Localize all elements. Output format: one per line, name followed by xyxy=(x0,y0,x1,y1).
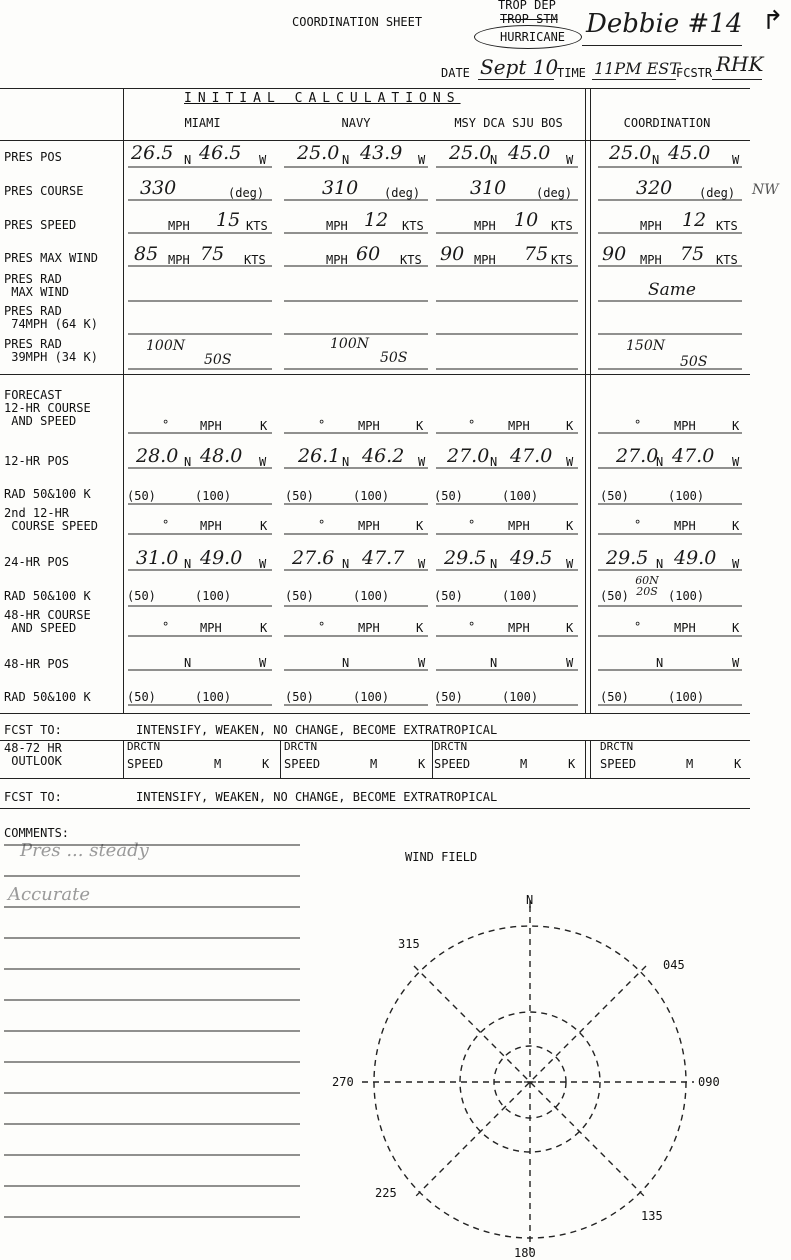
msy-24hr-lat: 29.5 xyxy=(444,547,487,569)
miami-max-wind-kts: 75 xyxy=(200,243,225,265)
coord-rad39-north: 150N xyxy=(626,338,665,354)
msy-pres-lat: 25.0 xyxy=(449,142,492,164)
coord-pres-course: 320 xyxy=(636,177,673,199)
label-rad-48: RAD 50&100 K xyxy=(4,690,91,704)
label-24hr-pos: 24-HR POS xyxy=(4,555,70,569)
miami-24hr-lat: 31.0 xyxy=(136,547,179,569)
navy-24hr-lat: 27.6 xyxy=(292,547,335,569)
msy-max-wind-kts: 75 xyxy=(524,243,549,265)
fcstr-value: RHK xyxy=(716,52,764,76)
miami-12hr-lat: 28.0 xyxy=(136,445,179,467)
label-rad-24: RAD 50&100 K xyxy=(4,589,91,603)
miami-rad39-south: 50S xyxy=(204,352,232,368)
navy-rad39-north: 100N xyxy=(330,336,369,352)
msy-pres-lon: 45.0 xyxy=(508,142,551,164)
navy-rad39-south: 50S xyxy=(380,350,408,366)
coord-course-note: NW xyxy=(752,182,779,198)
miami-pres-lon: 46.5 xyxy=(199,142,242,164)
comments-label: COMMENTS: xyxy=(4,826,70,840)
dir-045: 045 xyxy=(663,958,685,972)
dir-270: 270 xyxy=(332,1075,354,1089)
coord-pres-lon: 45.0 xyxy=(668,142,711,164)
label-12hr-pos: 12-HR POS xyxy=(4,454,70,468)
coord-24hr-lon: 49.0 xyxy=(674,547,717,569)
dir-135: 135 xyxy=(641,1209,663,1223)
storm-name: Debbie #14 xyxy=(586,9,743,39)
navy-pres-lat: 25.0 xyxy=(297,142,340,164)
storm-type-trop-dep: TROP DEP xyxy=(498,0,556,12)
navy-12hr-lon: 46.2 xyxy=(362,445,405,467)
dir-180: 180 xyxy=(514,1246,536,1260)
label-pres-max-wind: PRES MAX WIND xyxy=(4,251,98,265)
dir-090: 090 xyxy=(698,1075,720,1089)
label-rad-12: RAD 50&100 K xyxy=(4,487,91,501)
navy-24hr-lon: 47.7 xyxy=(362,547,405,569)
coord-rad-max-wind: Same xyxy=(648,280,696,300)
navy-max-wind-kts: 60 xyxy=(356,243,381,265)
coord-pres-lat: 25.0 xyxy=(609,142,652,164)
label-pres-pos: PRES POS xyxy=(4,150,62,164)
comment-line-1: Pres ... steady xyxy=(20,840,149,861)
arrow-icon: ↱ xyxy=(762,6,784,36)
comment-line-2: Accurate xyxy=(8,884,90,905)
navy-pres-course: 310 xyxy=(322,177,359,199)
navy-pres-speed: 12 xyxy=(364,209,389,231)
label-pres-rad-max-wind: PRES RAD MAX WIND xyxy=(4,272,70,299)
fcst-options-1: INTENSIFY, WEAKEN, NO CHANGE, BECOME EXTRATROPICAL xyxy=(136,723,498,737)
msy-24hr-lon: 49.5 xyxy=(510,547,553,569)
miami-max-wind-mph: 85 xyxy=(134,243,159,265)
label-pres-course: PRES COURSE xyxy=(4,184,84,198)
fcst-options-2: INTENSIFY, WEAKEN, NO CHANGE, BECOME EXTRATROPICAL xyxy=(136,790,498,804)
column-coordination: COORDINATION xyxy=(623,116,711,130)
coord-24hr-lat: 29.5 xyxy=(606,547,649,569)
coord-max-wind-kts: 75 xyxy=(680,243,705,265)
coord-rad24-note: 60N 20S xyxy=(635,574,659,598)
miami-pres-speed: 15 xyxy=(216,209,241,231)
label-48hr-pos: 48-HR POS xyxy=(4,657,70,671)
msy-pres-speed: 10 xyxy=(514,209,539,231)
label-pres-speed: PRES SPEED xyxy=(4,218,77,232)
coord-12hr-lon: 47.0 xyxy=(672,445,715,467)
section-title: INITIAL CALCULATIONS xyxy=(184,91,461,106)
dir-315: 315 xyxy=(398,937,420,951)
miami-pres-course: 330 xyxy=(140,177,177,199)
dir-n: N xyxy=(526,893,534,907)
date-value: Sept 10 xyxy=(480,55,559,79)
time-value: 11PM EST xyxy=(594,59,680,78)
label-fcst-to-1: FCST TO: xyxy=(4,723,62,737)
coord-pres-speed: 12 xyxy=(682,209,707,231)
label-forecast-12: FORECAST 12-HR COURSE AND SPEED xyxy=(4,388,91,428)
label-2nd-12hr: 2nd 12-HR COURSE SPEED xyxy=(4,506,98,533)
storm-type-hurricane: HURRICANE xyxy=(500,30,566,44)
label-pres-rad-39: PRES RAD 39MPH (34 K) xyxy=(4,337,98,364)
miami-rad39-north: 100N xyxy=(146,338,185,354)
label-pres-rad-74: PRES RAD 74MPH (64 K) xyxy=(4,304,98,331)
dir-225: 225 xyxy=(375,1186,397,1200)
sheet-title: COORDINATION SHEET xyxy=(292,15,423,29)
column-navy: NAVY xyxy=(341,116,371,130)
date-label: DATE xyxy=(441,66,470,80)
miami-pres-lat: 26.5 xyxy=(131,142,174,164)
navy-pres-lon: 43.9 xyxy=(360,142,403,164)
miami-12hr-lon: 48.0 xyxy=(200,445,243,467)
fcstr-label: FCSTR xyxy=(676,66,713,80)
label-fcst-to-2: FCST TO: xyxy=(4,790,62,804)
msy-max-wind-mph: 90 xyxy=(440,243,465,265)
coord-12hr-lat: 27.0 xyxy=(616,445,659,467)
label-outlook: 48-72 HR OUTLOOK xyxy=(4,741,62,768)
column-regional: MSY DCA SJU BOS xyxy=(454,116,563,130)
msy-pres-course: 310 xyxy=(470,177,507,199)
time-label: TIME xyxy=(557,66,586,80)
navy-12hr-lat: 26.1 xyxy=(298,445,341,467)
msy-12hr-lat: 27.0 xyxy=(447,445,490,467)
msy-12hr-lon: 47.0 xyxy=(510,445,553,467)
wind-field-title: WIND FIELD xyxy=(405,850,478,864)
storm-type-trop-stm: TROP STM xyxy=(500,12,558,26)
coord-rad39-south: 50S xyxy=(680,354,708,370)
column-miami: MIAMI xyxy=(184,116,221,130)
label-48hr-course: 48-HR COURSE AND SPEED xyxy=(4,608,91,635)
coord-max-wind-mph: 90 xyxy=(602,243,627,265)
miami-24hr-lon: 49.0 xyxy=(200,547,243,569)
